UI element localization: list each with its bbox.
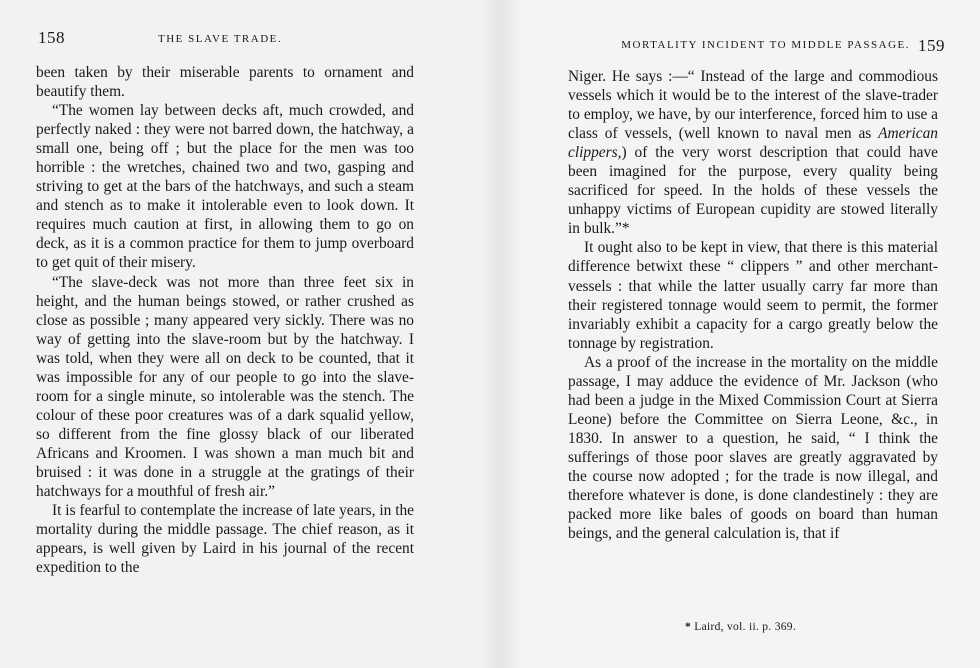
left-paragraph-2: “The women lay between decks aft, much crowded, and perfectly naked : they were not barred down, the hatchway, a small one, being off ; but the place for the men was too horrible : the wretches, chained two and two, gasping and striving to get at the bars of the hatchways, and such a steam and stench as to make it intolerable even to look down. It requires much caution at first, in allowing them to go on deck, as it is a common practice for them to jump overboard to get quit of their misery.	[36, 102, 414, 272]
right-page	[490, 0, 980, 668]
left-paragraph-1: been taken by their miserable parents to ornament and beautify them.	[36, 64, 414, 101]
left-page-header	[38, 28, 418, 48]
right-paragraph-2: It ought also to be kept in view, that there is this material difference betwixt these “ clippers ” and other merchant-vessels : that while the latter usually carry far more than their registered tonnage would seem to permit, the former invariably exhibit a capacity for a cargo greatly below the tonnage by registration.	[568, 239, 938, 352]
footnote-mark: *	[685, 621, 692, 633]
right-running-head: MORTALITY INCIDENT TO MIDDLE PASSAGE.	[621, 39, 910, 51]
left-paragraph-3: “The slave-deck was not more than three feet six in height, and the human beings stowed, or rather crushed as close as possible ; many appeared very sickly. There was no way of getting into the slave-room but by the hatchway. I was told, when they were all on deck to be counted, that it was impossible for any of our people to go into the slave-room for a single minute, so intolerable was the stench. The colour of these poor creatures was of a dark squalid yellow, so different from the fine glossy black of our liberated Africans and Kroomen. I was shown a man much bit and bruised : it was done in a struggle at the gratings of their hatchways for a mouthful of fresh air.”	[36, 273, 414, 501]
book-gutter	[480, 0, 520, 668]
left-paragraph-4: It is fearful to contemplate the increase of late years, in the mortality during the middle passage. The chief reason, as it appears, is well given by Laird in his journal of the recent expedition to the	[36, 502, 414, 577]
right-page-number: 159	[918, 36, 945, 55]
footnote-text: Laird, vol. ii. p. 369.	[694, 621, 797, 633]
right-page-body	[568, 67, 938, 543]
right-paragraph-1	[568, 67, 938, 238]
footnote	[685, 621, 796, 633]
right-paragraph-1-end: ) of the very worst description that could have been imagined for the purpose, every quality being sacrificed for speed. In the holds of these vessels the unhappy victims of European cupidity are stowed literally in bulk.”*	[568, 144, 938, 238]
left-page-number: 158	[38, 28, 65, 47]
left-running-head: THE SLAVE TRADE.	[158, 33, 283, 45]
right-paragraph-1-italic: American clippers,	[568, 125, 938, 162]
right-paragraph-3: As a proof of the increase in the mortality on the middle passage, I may adduce the evidence of Mr. Jackson (who had been a judge in the Mixed Commission Court at Sierra Leone) before the Committee on Sierra Leone, &c., in 1830. In answer to a question, he said, “ I think the sufferings of those poor slaves are greatly aggravated by the course now adopted ; for the trade is now illegal, and therefore whatever is done, is done clandestinely : they are packed more like bales of goods on board than human beings, and the general calculation is, that if	[568, 353, 938, 543]
right-paragraph-1-start: Niger. He says :—“ Instead of the large and commodious vessels which it would be to the interest of the slave-trader to employ, we have, by our interference, forced him to use a class of vessels, (well known to naval men as	[568, 68, 938, 143]
left-page-body	[36, 63, 414, 577]
